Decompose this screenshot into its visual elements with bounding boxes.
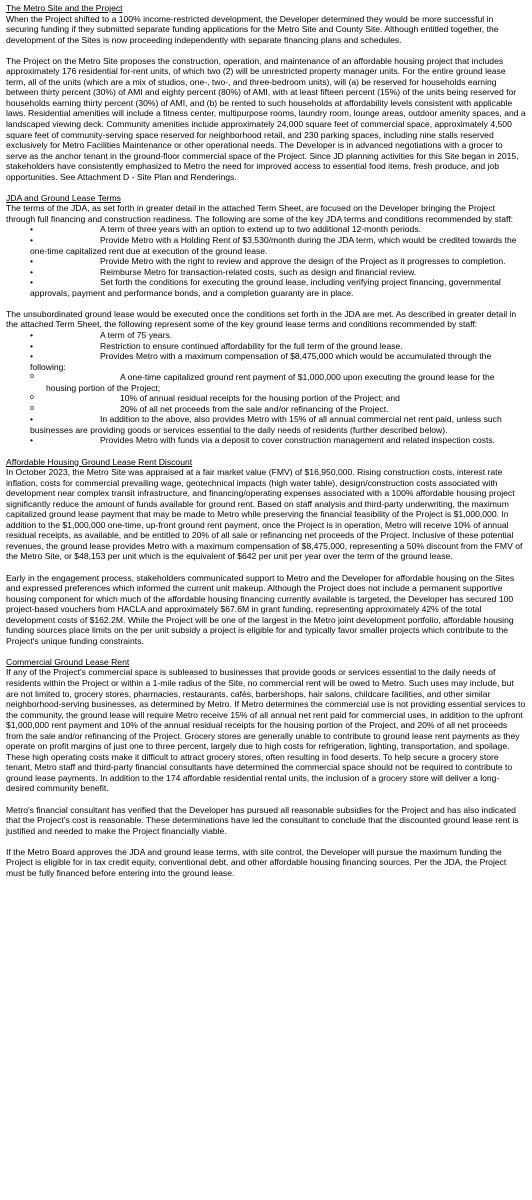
jda-terms-list: [6, 224, 526, 298]
section-heading-metro-site: The Metro Site and the Project: [6, 3, 123, 13]
paragraph: Early in the engagement process, stakeholders communicated support to Metro and the Developer for affordable housing on the Sites and expressed preferences which informed the current unit makeup. Although the Project does not include a permanent supportive housing component for which much of the affordable housing financing currently available is targeted, the Developer has secured 100 project-based vouchers from HACLA and approximately $67.6M in grant funding, representing approximately 42% of the total development costs of $162.2M. While the Project will be one of the largest in the Metro joint development portfolio, affordable housing funding sources place limits on the per unit subsidy a project is eligible for and typically favor smaller projects which contribute to the Project's unique funding constraints.: [6, 572, 515, 646]
list-item: • A term of 75 years.: [6, 330, 526, 341]
section-heading-jda: JDA and Ground Lease Terms: [6, 192, 121, 203]
sub-list-item: o 20% of all net proceeds from the sale and/or refinancing of the Project.: [6, 404, 526, 415]
ground-lease-terms-list: [6, 330, 526, 446]
paragraph-gap: [6, 446, 526, 457]
sub-list-item: o 10% of annual residual receipts for the housing portion of the Project; and: [6, 393, 526, 404]
section-commercial-rent: [6, 657, 526, 878]
section-jda: [6, 193, 526, 446]
section-heading-commercial-rent: Commercial Ground Lease Rent: [6, 656, 130, 667]
paragraph-gap: [6, 45, 526, 56]
paragraph-gap: [6, 182, 526, 193]
section-heading-rent-discount: Affordable Housing Ground Lease Rent Discount: [6, 456, 193, 467]
paragraph-gap: [6, 794, 526, 805]
sub-list-item: o A one-time capitalized ground rent payment of $1,000,000 upon executing the ground lease for the housing portion of the Project;: [6, 372, 526, 393]
paragraph-gap: [6, 562, 526, 573]
paragraph-gap: [6, 298, 526, 309]
paragraph: If any of the Project's commercial space is subleased to businesses that provide goods or services essential to the daily needs of residents within the Project or within a 1-mile radius of the Site, no commercial rent will be owed to Metro. Such uses may include, but are not limited to, grocery stores, pharmacies, restaurants, cafés, barbershops, hair salons, childcare facilities, and other similar neighborhood-serving businesses, as determined by Metro. If Metro determines the commercial use is not providing essential services to the community, the ground lease will require Metro receive 15% of all annual net rent paid for commercial uses, in addition to the upfront $1,000,000 rent payment and 10% of the annual residual receipts for the housing portion of the Project, and 20% of all net proceeds from the sale and/or refinancing of the Project. Grocery stores are generally unable to contribute to ground lease rent payments as they operate on profit margins of just one to three percent, largely due to high costs for refrigeration, lighting, transportation, and spoilage. These high operating costs make it difficult to attract grocery stores, often resulting in food deserts. To help secure a grocery store tenant, Metro staff and third-party financial consultants have determined the commercial space should not be required to contribute to ground lease payments. In addition to the 174 affordable residential rental units, the inclusion of a grocery store will deliver a long-desired community benefit.: [6, 667, 526, 794]
paragraph: The unsubordinated ground lease would be executed once the conditions set forth in the JDA are met. As described in greater detail in the attached Term Sheet, the following represent some of the key ground lease terms and conditions recommended by staff:: [6, 308, 517, 330]
list-item: • Provide Metro with a Holding Rent of $3,530/month during the JDA term, which would be credited towards the one-time capitalized rent due at execution of the ground lease.: [6, 235, 526, 256]
paragraph: If the Metro Board approves the JDA and ground lease terms, with site control, the Developer will pursue the maximum funding the Project is eligible for in tax credit equity, conventional debt, and other affordable housing financing sources. Per the JDA, the Project must be fully financed before entering into the ground lease.: [6, 846, 507, 878]
list-item: • In addition to the above, also provides Metro with 15% of all annual commercial net rent paid, unless such businesses are providing goods or services essential to the daily needs of residents (further described below).: [6, 414, 526, 435]
section-rent-discount: [6, 457, 526, 647]
list-item: • A term of three years with an option to extend up to two additional 12-month periods.: [6, 224, 526, 235]
paragraph: When the Project shifted to a 100% income-restricted development, the Developer determined they would be more successful in securing funding if they submitted separate funding applications for the Metro Site and County Site. Although entitled together, the development of the Sites is now proceeding independently with separate financing plans and schedules.: [6, 13, 499, 45]
list-item: • Reimburse Metro for transaction-related costs, such as design and financial review.: [6, 267, 526, 278]
paragraph: The terms of the JDA, as set forth in greater detail in the attached Term Sheet, are focused on the Developer bringing the Project through full financing and construction readiness. The following are some of the key JDA terms and conditions recommended by staff:: [6, 203, 513, 224]
paragraph-gap: [6, 646, 526, 657]
paragraph: The Project on the Metro Site proposes the construction, operation, and maintenance of an affordable housing project that includes approximately 176 residential for-rent units, of which two (2) will be unrestricted property manager units. For the entire ground lease term, all of the units (which are a mix of studios, one-, two-, and three-bedroom units), will (a) be reserved for households earning between thirty percent (30%) of AMI and eighty percent (80%) of AMI, with at least fifteen percent (15%) of the units being reserved for households earning thirty percent (30%) of AMI, and (b) be rented to such households at affordability levels consistent with applicable laws. Residential amenities will include a fitness center, multipurpose rooms, laundry room, lounge areas, outdoor amenity spaces, and a landscaped viewing deck. Community amenities include approximately 24,000 square feet of commercial space, approximately 4,500 square feet of community-serving space reserved for neighborhood retail, and 230 parking spaces, including nine stalls reserved exclusively for Metro Facilities Maintenance or other operational needs. The Developer is in advanced negotiations with a grocer to serve as the anchor tenant in the ground-floor commercial space of the Project. Since JD planning activities for this Site began in 2015, stakeholders have consistently emphasized to Metro the need for improved access to essential food items, fresh produce, and job opportunities. See Attachment D - Site Plan and Renderings.: [6, 55, 526, 182]
section-metro-site: [6, 3, 526, 182]
paragraph: In October 2023, the Metro Site was appraised at a fair market value (FMV) of $16,950,000. Rising construction costs, interest rate inflation, costs for commercial prevailing wage, geotechnical impacts (high water table), design/construction costs associated with development near complex transit infrastructure, and financing/operating expenses associated with a 100% affordable housing project significantly reduce the amount of funds available for ground rent. Based on staff analysis and third-party underwriting, the maximum capitalized ground lease payment that may be made to Metro while preserving the financial feasibility of the Project is $1,000,000. In addition to the $1,000,000 one-time, up-front ground rent payment, once the Project is in operation, Metro will receive 10% of annual residual receipts, as available, and be entitled to 20% of all sale or refinancing net proceeds of the Project. Inclusive of these potential revenues, the ground lease provides Metro with a maximum compensation of $8,475,000, representing a 50% discount from the FMV of the Metro Site, or $48,153 per unit which is the equivalent of $642 per unit per year over the term of the ground lease.: [6, 467, 523, 562]
list-item: • Set forth the conditions for executing the ground lease, including verifying project financing, governmental approvals, payment and performance bonds, and a completion guaranty are in place.: [6, 277, 526, 298]
list-item: • Provide Metro with the right to review and approve the design of the Project as it progresses to completion.: [6, 256, 526, 267]
list-item: • Provides Metro with a maximum compensation of $8,475,000 which would be accumulated through the following:: [6, 351, 526, 372]
paragraph-gap: [6, 836, 526, 847]
paragraph: Metro's financial consultant has verified that the Developer has pursued all reasonable subsidies for the Project and has also indicated that the Project's cost is reasonable. These determinations have led the consultant to conclude that the discounted ground lease rent is justified and needed to make the Project financially viable.: [6, 804, 519, 836]
list-item: • Provides Metro with funds via a deposit to cover construction management and related inspection costs.: [6, 435, 526, 446]
list-item: • Restriction to ensure continued affordability for the full term of the ground lease.: [6, 341, 526, 352]
